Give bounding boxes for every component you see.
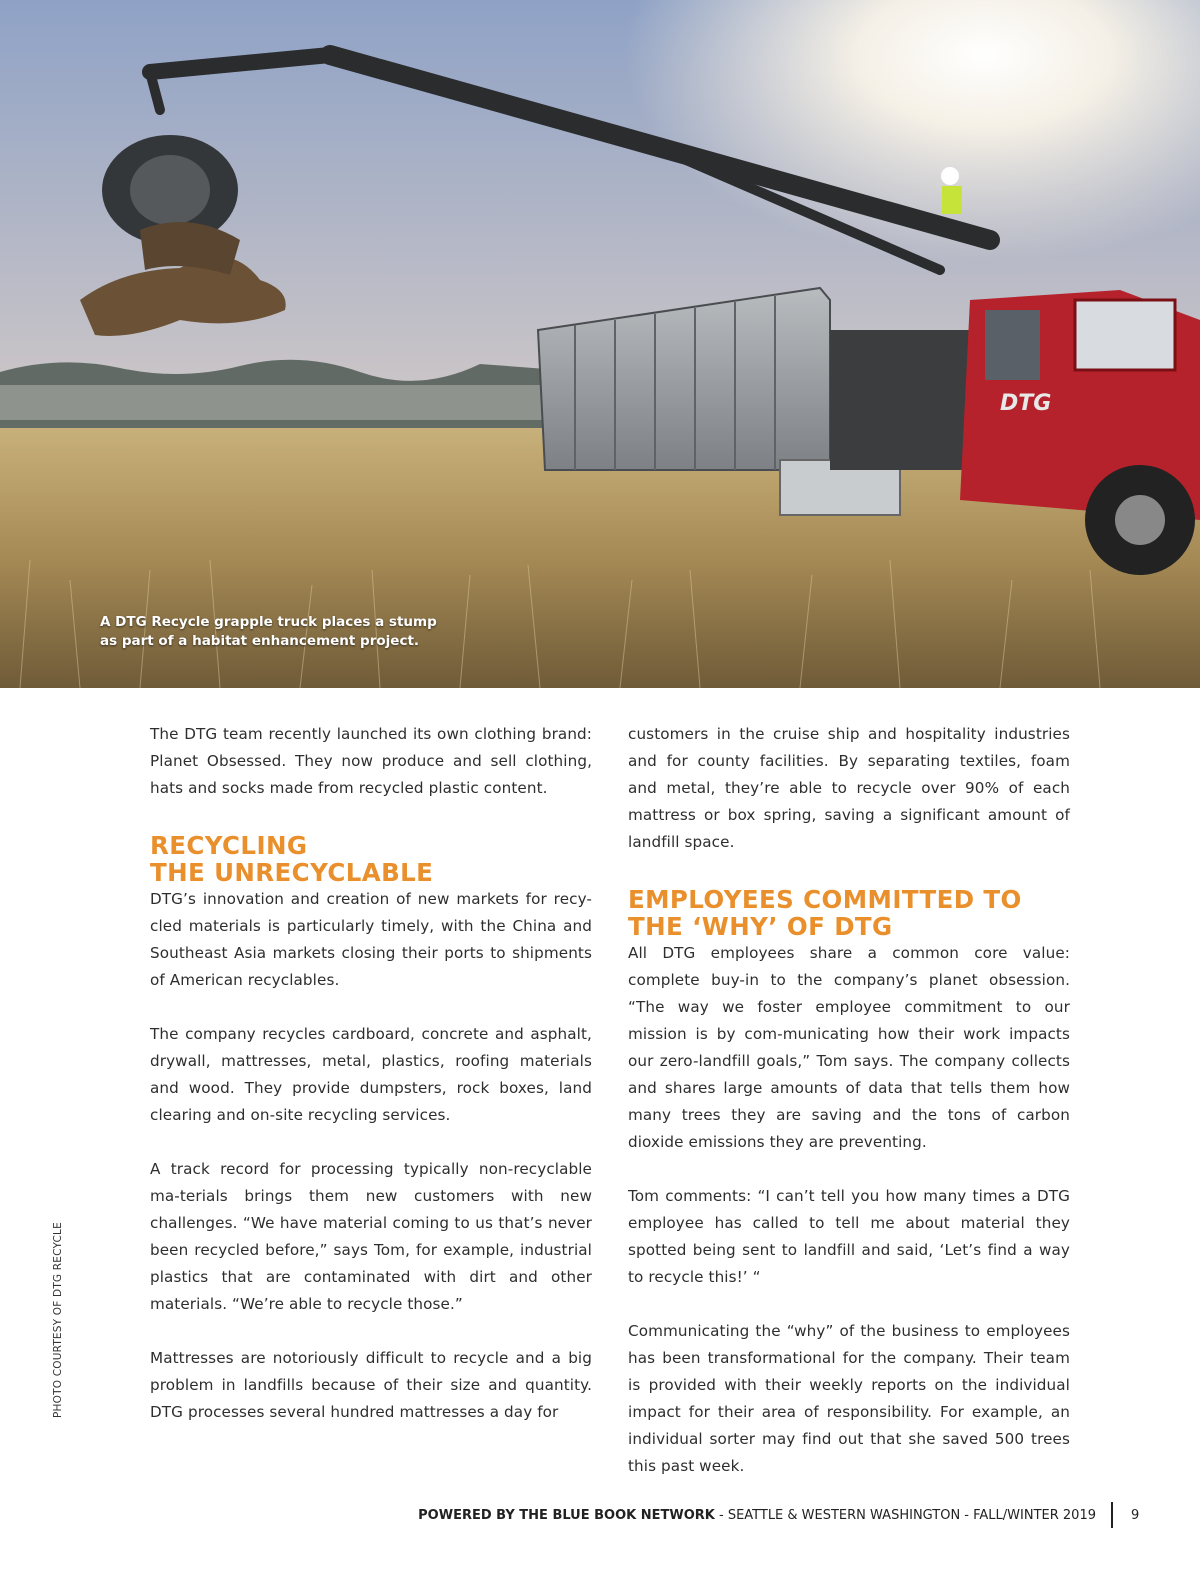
heading-employees <box>628 886 1070 940</box>
footer-brand: POWERED BY THE BLUE BOOK NETWORK <box>418 1508 715 1523</box>
photo-credit: PHOTO COURTESY OF DTG RECYCLE <box>52 1222 64 1418</box>
paragraph-mattresses: Mattresses are notoriously difficult to recycle and a big problem in landfills because of their size and quantity. DTG processes several hundred mattresses a day for <box>150 1349 592 1421</box>
grapple-truck-photo <box>0 0 1200 688</box>
heading-recycling-line-1: RECYCLING <box>150 831 308 860</box>
paragraph-communicating-why: Communicating the “why” of the business to employees has been transformational for the company. Their team is provided with their weekly reports on the individual impact for their area of responsibility. For example, an individual sorter may find out that she saved 500 trees this past week. <box>628 1322 1070 1475</box>
heading-recycling-line-2: THE UNRECYCLABLE <box>150 858 434 887</box>
page-footer <box>300 1508 1096 1523</box>
footer-divider <box>1111 1502 1113 1528</box>
truck-logo: DTG <box>1000 391 1052 416</box>
heading-employees-line-1: EMPLOYEES COMMITTED TO <box>628 885 1022 914</box>
paragraph-track-record: A track record for processing typically non-recyclable ma-terials brings them new customers with new challenges. “We have material coming to us that’s never been recycled before,” says Tom, for example, industrial plastics that are contaminated with dirt and other materials. “We’re able to recycle those.” <box>150 1160 592 1313</box>
paragraph-new-markets: DTG’s innovation and creation of new markets for recy-cled materials is particularly timely, with the China and Southeast Asia markets closing their ports to shipments of American recyclables. <box>150 890 592 989</box>
photo-caption-line-2: as part of a habitat enhancement project. <box>100 633 420 649</box>
paragraph-tom-comments: Tom comments: “I can’t tell you how many times a DTG employee has called to tell me about material they spotted being sent to landfill and said, ‘Let’s find a way to recycle this!’ “ <box>628 1187 1070 1286</box>
paragraph-materials: The company recycles cardboard, concrete and asphalt, drywall, mattresses, metal, plastics, roofing materials and wood. They provide dumpsters, rock boxes, land clearing and on-site recycling services. <box>150 1025 592 1124</box>
page-number: 9 <box>1131 1508 1140 1523</box>
paragraph-mattresses-continued: customers in the cruise ship and hospitality industries and for county facilities. By separating textiles, foam and metal, they’re able to recycle over 90% of each mattress or box spring, saving a significant amount of landfill space. <box>628 725 1070 851</box>
paragraph-core-value: All DTG employees share a common core value: complete buy-in to the company’s planet obsession. “The way we foster employee commitment to our mission is by com-municating how their work impacts our zero-landfill goals,” Tom says. The company collects and shares large amounts of data that tells them how many trees they are saving and the tons of carbon dioxide emissions they are preventing. <box>628 944 1070 1151</box>
photo-caption <box>100 613 440 651</box>
left-column <box>150 721 592 1426</box>
photo-caption-line-1: A DTG Recycle grapple truck places a stump <box>100 614 437 630</box>
footer-edition: - SEATTLE & WESTERN WASHINGTON - FALL/WINTER 2019 <box>714 1508 1096 1523</box>
hero-photo <box>0 0 1200 688</box>
heading-employees-line-2: THE ‘WHY’ OF DTG <box>628 912 893 941</box>
heading-recycling <box>150 832 592 886</box>
intro-paragraph: The DTG team recently launched its own clothing brand: Planet Obsessed. They now produce and sell clothing, hats and socks made from recycled plastic content. <box>150 725 592 797</box>
right-column <box>628 721 1070 1480</box>
